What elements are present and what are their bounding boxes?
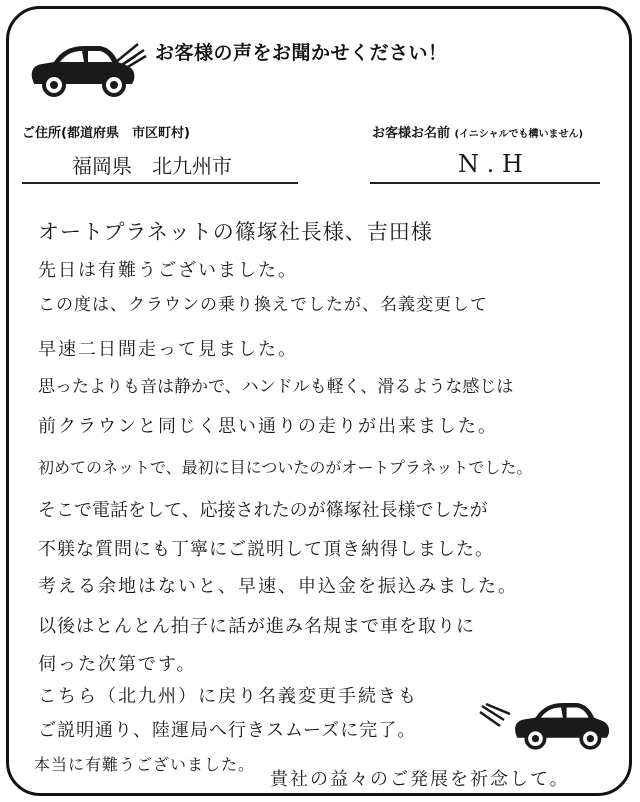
- message-line: 考える余地はないと、早速、申込金を振込みました。: [38, 576, 518, 597]
- message-line: 伺った次第です。: [38, 654, 197, 675]
- message-line: 前クラウンと同じく思い通りの走りが出来ました。: [38, 416, 498, 437]
- message-line: そこで電話をして、応接されたのが篠塚社長様でしたが: [38, 500, 488, 521]
- name-label: [372, 122, 583, 141]
- message-line: 貴社の益々のご発展を祈念して。: [270, 769, 570, 790]
- message-line: 思ったよりも音は静かで、ハンドルも軽く、滑るような感じは: [38, 377, 514, 397]
- message-line: この度は、クラウンの乗り換えでしたが、名義変更して: [38, 295, 488, 315]
- message-line: 先日は有難うございました。: [38, 260, 298, 281]
- address-value: 福岡県 北九州市: [72, 154, 232, 178]
- name-value: N . H: [458, 150, 523, 178]
- message-line: 初めてのネットで、最初に目についたのがオートプラネットでした。: [38, 458, 533, 477]
- motion-lines-icon: [112, 38, 148, 68]
- message-line: こちら（北九州）に戻り名義変更手続きも: [38, 686, 418, 707]
- message-line: 以後はとんとん拍子に話が進み名規まで車を取りに: [38, 616, 475, 637]
- message-line: オートプラネットの篠塚社長様、吉田様: [38, 220, 433, 244]
- name-underline: [370, 182, 600, 184]
- name-label-note: (イニシャルでも構いません): [454, 129, 584, 140]
- car-icon: [508, 694, 616, 754]
- page-title: お客様の声をお聞かせください！: [155, 42, 448, 64]
- message-line: 不躾な質問にも丁寧にご説明して頂き納得しました。: [38, 539, 494, 560]
- address-underline: [22, 182, 298, 184]
- name-label-text: お客様お名前: [372, 126, 451, 141]
- address-label: ご住所(都道府県 市区町村): [22, 126, 190, 141]
- message-line: 本当に有難うございました。: [34, 755, 256, 774]
- message-line: ご説明通り、陸運局へ行きスムーズに完了。: [38, 720, 417, 741]
- message-line: 早速二日間走って見ました。: [38, 339, 298, 360]
